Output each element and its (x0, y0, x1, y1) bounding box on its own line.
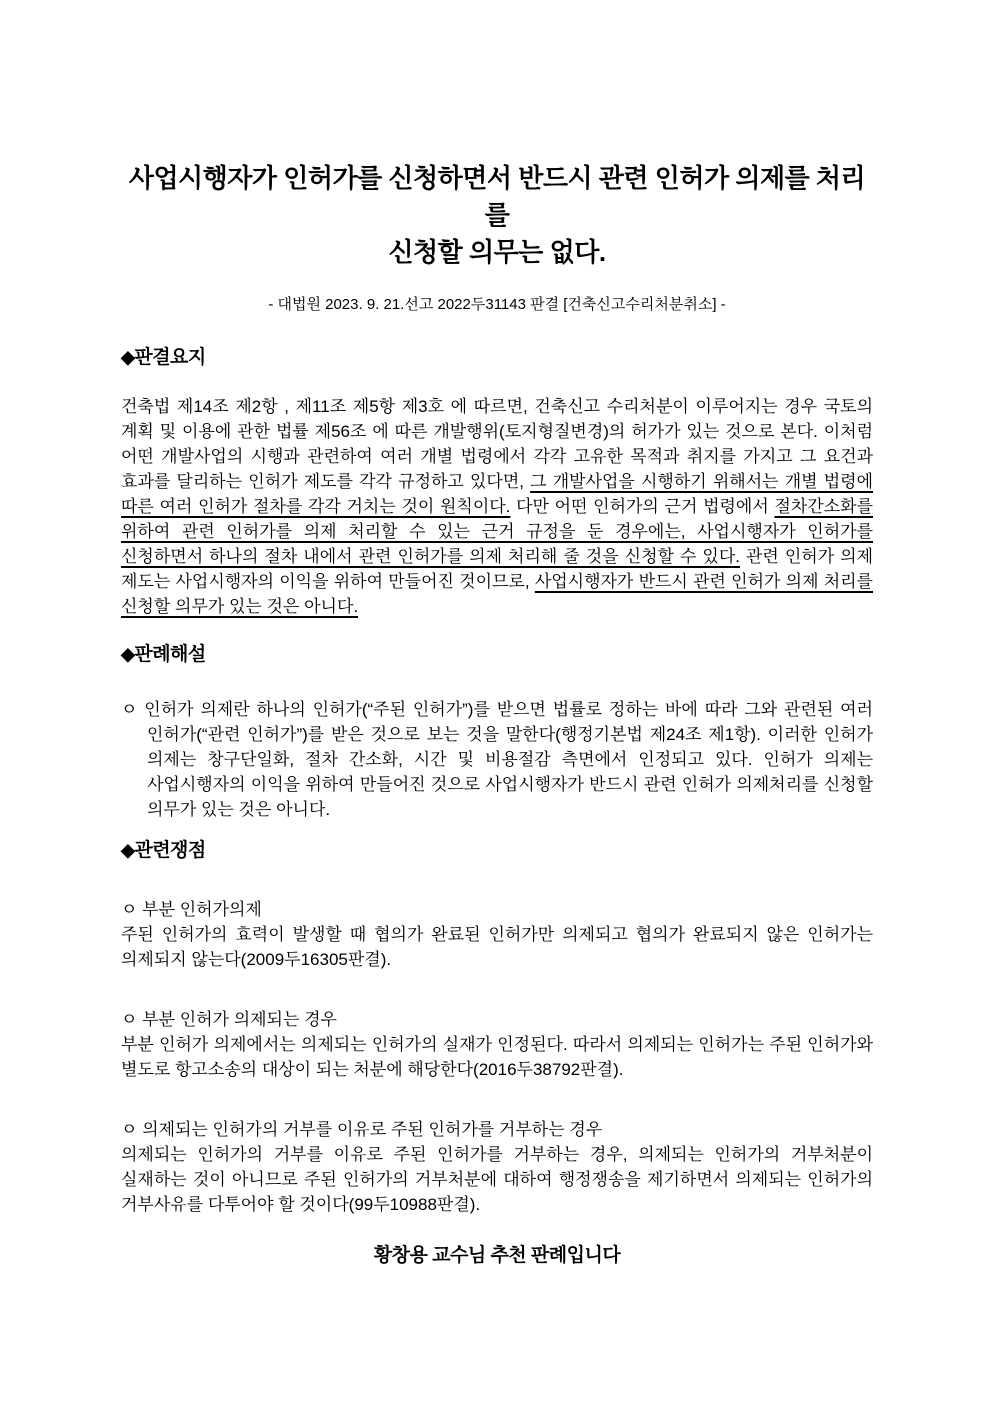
diamond-bullet-icon: ◆ (121, 644, 135, 664)
commentary-paragraph (121, 697, 873, 822)
underlined-text-segment: 절차간소화를 위하여 관련 인허가를 의제 처리할 수 있는 근거 규정을 둔 경우에는, 사업시행자가 인허가를 신청하면서 하나의 절차 내에서 관련 인허가를 의제 처리해 줄 것을 신청할 수 있다. (121, 497, 873, 566)
text-segment: 관련 인허가 의제 제도는 사업시행자의 이익을 위하여 만들어진 것이므로, (121, 547, 874, 591)
text-segment: 다만 어떤 인허가의 근거 법령에서 (510, 497, 775, 516)
document-title-line-2: 신청할 의무는 없다. (388, 237, 606, 267)
issue-title: ㅇ 부분 인허가 의제되는 경우 (121, 1010, 337, 1029)
underlined-text-segment: 사업시행자가 반드시 관련 인허가 의제 처리를 신청할 의무가 있는 것은 아니다. (121, 572, 873, 616)
section-heading-ruling-summary (121, 346, 873, 369)
document-title-line-1: 사업시행자가 인허가를 신청하면서 반드시 관련 인허가 의제를 처리를 (128, 163, 866, 230)
issue-body: 부분 인허가 의제에서는 의제되는 인허가의 실재가 인정된다. 따라서 의제되는 인허가는 주된 인허가와 별도로 항고소송의 대상이 되는 처분에 해당한다(2016두38792판결). (121, 1035, 873, 1079)
circle-list-marker: ㅇ (121, 700, 138, 719)
recommendation-note: 황창용 교수님 추천 판례입니다 (373, 1245, 621, 1266)
section-heading-label: 관련쟁점 (134, 840, 206, 861)
section-heading-commentary (121, 643, 873, 666)
issue-body: 주된 인허가의 효력이 발생할 때 협의가 완료된 인허가만 의제되고 협의가 완료되지 않은 인허가는 의제되지 않는다(2009두16305판결). (121, 925, 873, 969)
diamond-bullet-icon: ◆ (121, 347, 135, 367)
text-segment: 건축법 제14조 제2항 , 제11조 제5항 제3호 에 따르면, 건축신고 수리처분이 이루어지는 경우 국토의 계획 및 이용에 관한 법률 제56조 에 따른 개발행위(토지형질변경)의 허가가 있는 것으로 본다. 이처럼 어떤 개발사업의 시행과 관련하여 여러 개별 법령에서 각각 고유한 목적과 취지를 가지고 그 요건과 효과를 달리하는 인허가 제도를 각각 규정하고 있다면, (121, 397, 873, 491)
issue-body: 의제되는 인허가의 거부를 이유로 주된 인허가를 거부하는 경우, 의제되는 인허가의 거부처분이 실재하는 것이 아니므로 주된 인허가의 거부처분에 대하여 행정쟁송을 제기하면서 의제되는 인허가의 거부사유를 다투어야 할 것이다(99두10988판결). (121, 1145, 873, 1214)
issue-item (121, 897, 873, 972)
diamond-bullet-icon: ◆ (121, 840, 135, 860)
issue-item (121, 1117, 873, 1217)
text-segment: 인허가 의제란 하나의 인허가(“주된 인허가”)를 받으면 법률로 정하는 바에 따라 그와 관련된 여러 인허가(“관련 인허가”)를 받은 것으로 보는 것을 말한다(행정기본법 제24조 제1항). 이러한 인허가 의제는 창구단일화, 절차 간소화, 시간 및 비용절감 측면에서 인정되고 있다. 인허가 의제는 사업시행자의 이익을 위하여 만들어진 것으로 사업시행자가 반드시 관련 인허가 의제처리를 신청할 의무가 있는 것은 아니다. (144, 700, 873, 819)
document-title (121, 160, 873, 271)
issue-title: ㅇ 부분 인허가의제 (121, 900, 262, 919)
issue-item (121, 1007, 873, 1082)
issue-title: ㅇ 의제되는 인허가의 거부를 이유로 주된 인허가를 거부하는 경우 (121, 1120, 603, 1139)
section-heading-label: 판례해설 (134, 644, 206, 665)
section-heading-label: 판결요지 (134, 347, 206, 368)
case-citation: - 대법원 2023. 9. 21.선고 2022두31143 판결 [건축신고수리처분취소] - (268, 296, 726, 313)
ruling-summary-paragraph (121, 394, 873, 619)
section-heading-related-issues (121, 839, 873, 862)
underlined-text-segment: 그 개발사업을 시행하기 위해서는 개별 법령에 따른 여러 인허가 절차를 각각 거치는 것이 원칙이다. (121, 472, 873, 516)
